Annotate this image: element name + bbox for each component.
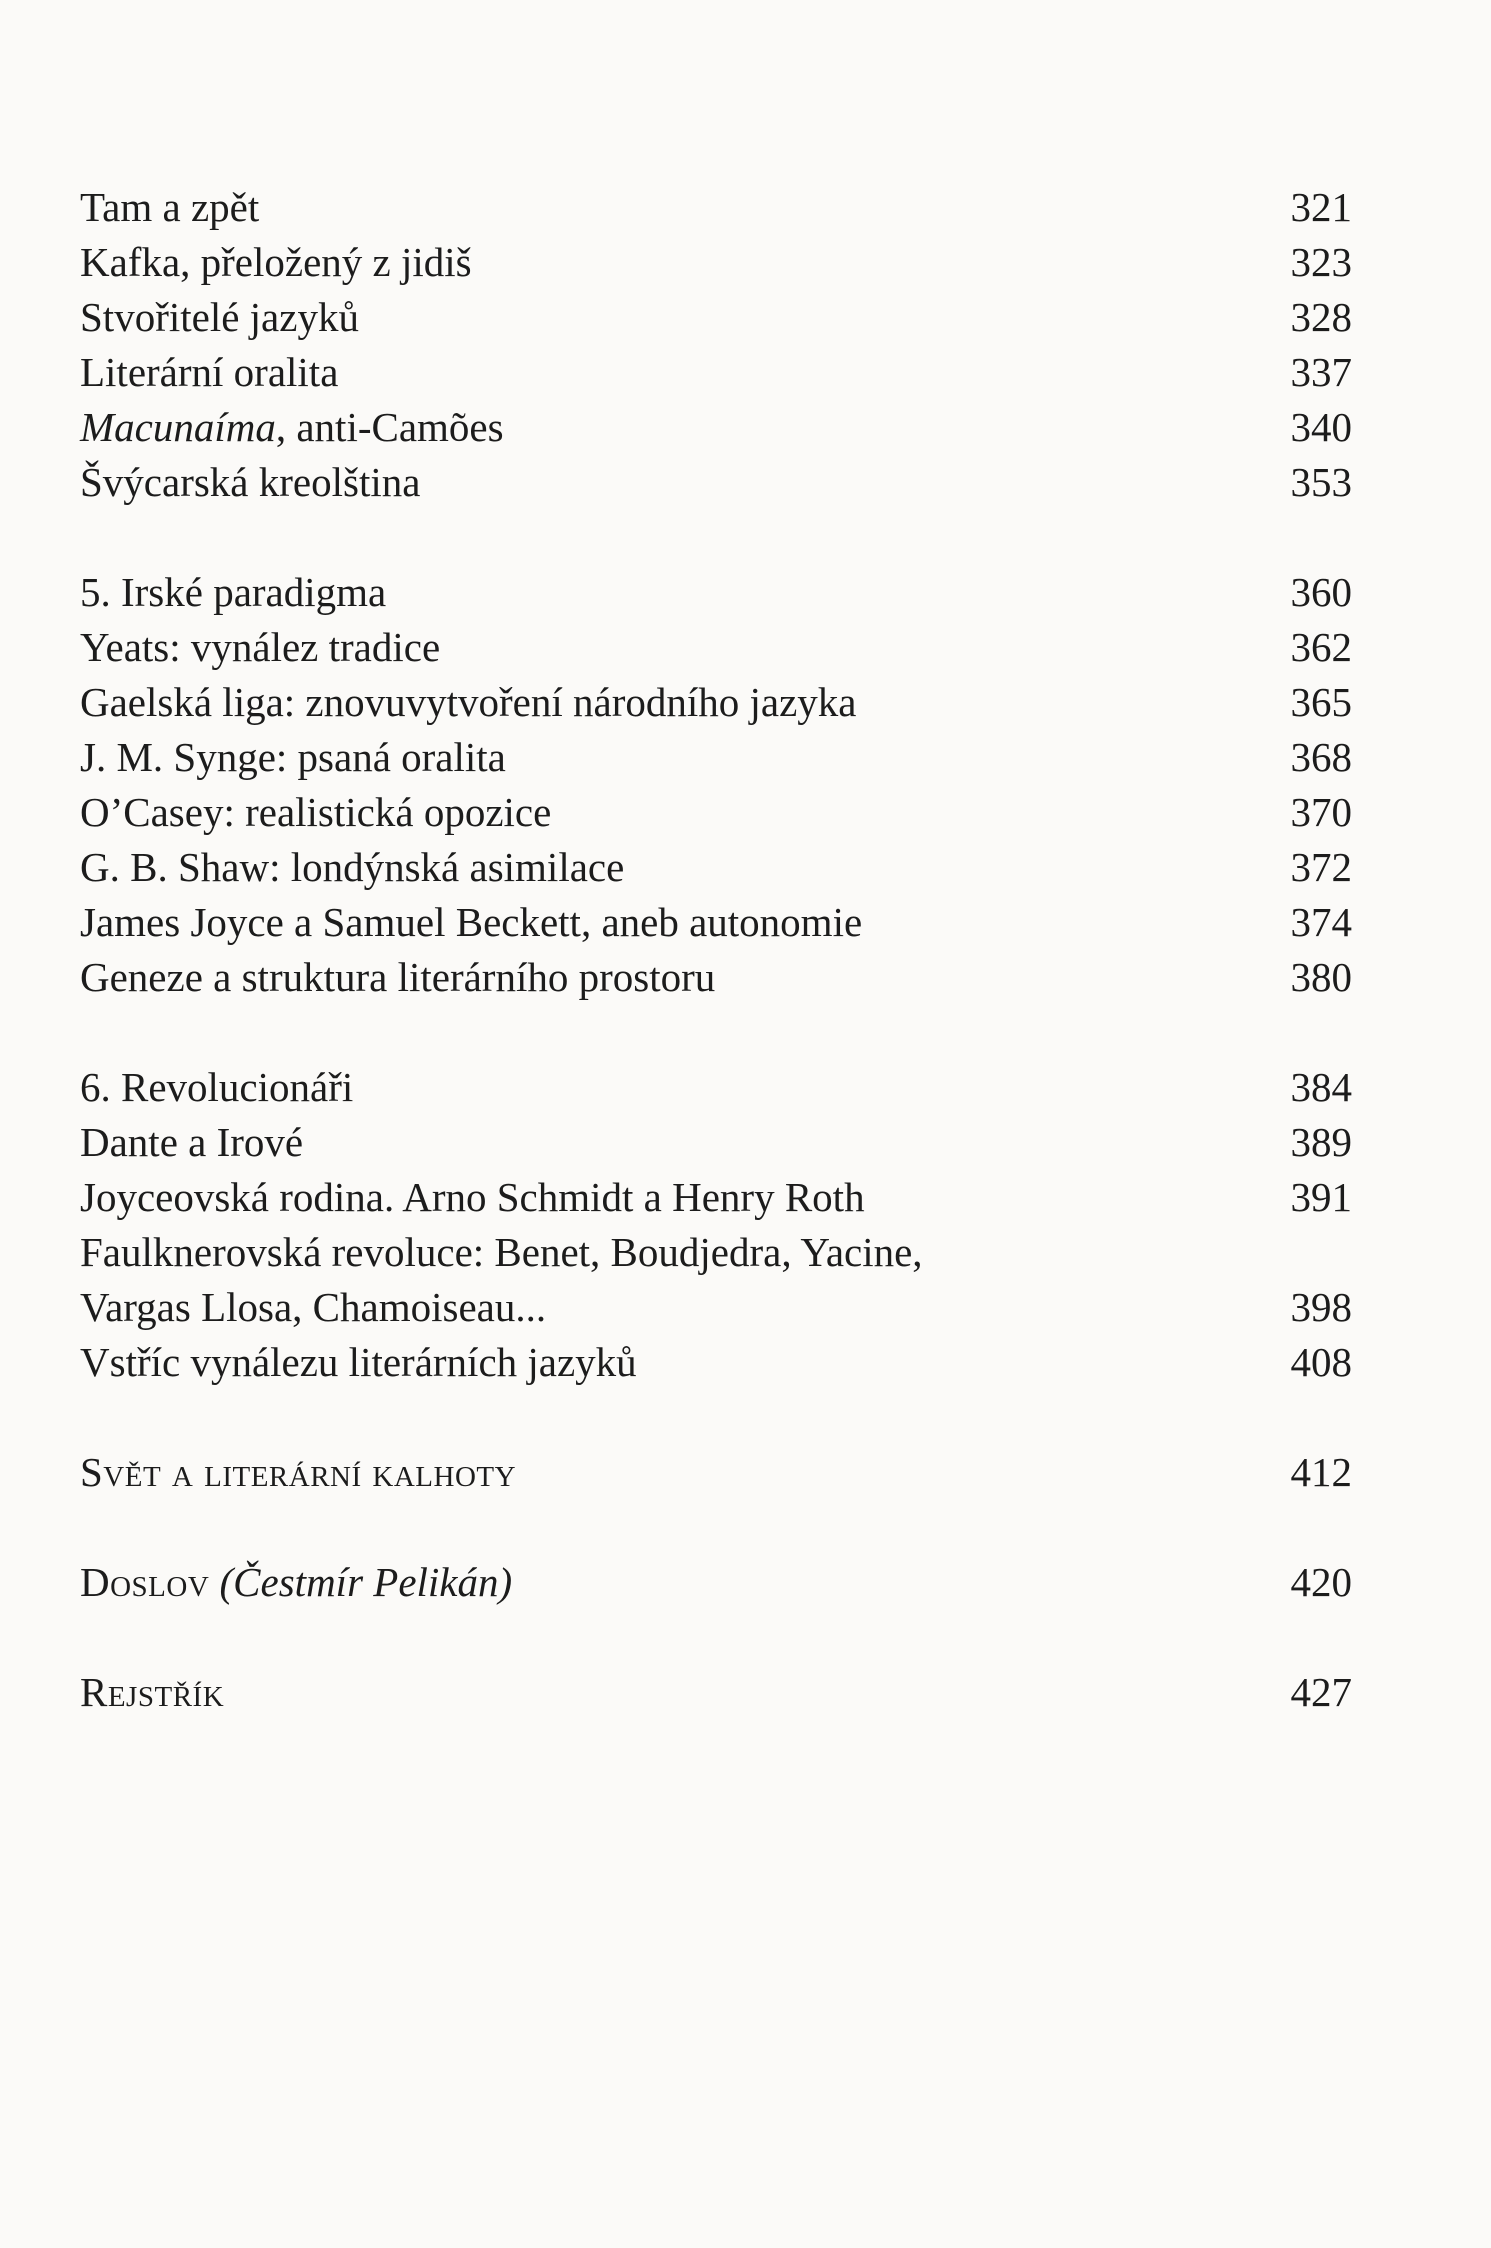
toc-entry-title [80,1555,512,1610]
toc-entry [80,840,1352,895]
toc-entry-title: Yeats: vynález tradice [80,624,441,670]
toc-entry-title: Stvořitelé jazyků [80,294,359,340]
toc-entry-page: 384 [1290,1064,1352,1110]
toc-entry [80,290,1352,345]
toc-entry [80,1225,1352,1280]
toc-entry-title: Vstříc vynálezu literárních jazyků [80,1339,637,1385]
toc-entry [80,675,1352,730]
toc-entry-title: Vargas Llosa, Chamoiseau... [80,1284,547,1330]
toc-entry-title: Švýcarská kreolština [80,459,421,505]
toc-entry-page: 321 [1290,184,1352,230]
toc-entry [80,400,1352,455]
toc-entry [80,730,1352,785]
toc-entry [80,235,1352,290]
toc-entry-page: 370 [1290,789,1352,835]
toc-entry-title [80,400,504,455]
toc-entry-page: 391 [1290,1174,1352,1220]
toc-entry-page: 362 [1290,624,1352,670]
section-gap [80,1500,1352,1555]
toc-entry-title-rest: , anti-Camões [275,404,504,450]
toc-entry-page: 408 [1290,1339,1352,1385]
toc-entry [80,620,1352,675]
toc-entry-page: 372 [1290,844,1352,890]
toc-entry-page: 380 [1290,954,1352,1000]
toc-part [80,1445,1352,1500]
toc-entry [80,180,1352,235]
toc-entry-title: Tam a zpět [80,184,260,230]
toc-entry-title: James Joyce a Samuel Beckett, aneb autonomie [80,899,863,945]
toc-entry-title: G. B. Shaw: londýnská asimilace [80,844,625,890]
toc-entry-title: O’Casey: realistická opozice [80,789,552,835]
toc-entry [80,1170,1352,1225]
section-gap [80,1610,1352,1665]
toc-entry-title: Geneze a struktura literárního prostoru [80,954,716,1000]
toc-entry [80,1335,1352,1390]
toc-entry [80,1115,1352,1170]
toc-entry-page: 412 [1290,1449,1352,1495]
toc-entry [80,345,1352,400]
toc-entry-title: Kafka, přeložený z jidiš [80,239,472,285]
toc-entry-title: 5. Irské paradigma [80,569,387,615]
toc-chapter [80,565,1352,620]
toc-entry-page: 368 [1290,734,1352,780]
toc-entry-title: Rejstřík [80,1669,225,1715]
table-of-contents [80,180,1352,1720]
toc-entry-page: 323 [1290,239,1352,285]
toc-part [80,1555,1352,1610]
toc-entry-page: 420 [1290,1559,1352,1605]
toc-entry-page: 360 [1290,569,1352,615]
section-gap [80,1390,1352,1445]
toc-entry-page: 398 [1290,1284,1352,1330]
toc-entry-title: Joyceovská rodina. Arno Schmidt a Henry Roth [80,1174,865,1220]
toc-entry-title-italic: Macunaíma [80,404,276,450]
toc-entry-page: 389 [1290,1119,1352,1165]
toc-entry-title: J. M. Synge: psaná oralita [80,734,506,780]
toc-entry-title: Literární oralita [80,349,339,395]
toc-entry [80,1280,1352,1335]
toc-entry [80,455,1352,510]
toc-entry-title: 6. Revolucionáři [80,1064,354,1110]
toc-entry-page: 427 [1290,1669,1352,1715]
toc-entry-page: 353 [1290,459,1352,505]
section-gap [80,1005,1352,1060]
toc-part [80,1665,1352,1720]
toc-entry [80,785,1352,840]
toc-entry-title-main: Doslov [80,1559,210,1605]
section-gap [80,510,1352,565]
toc-entry-title: Faulknerovská revoluce: Benet, Boudjedra, Yacine, [80,1229,923,1275]
toc-entry-title: Dante a Irové [80,1119,304,1165]
toc-entry-page: 328 [1290,294,1352,340]
toc-entry-title: Svět a literární kalhoty [80,1449,517,1495]
toc-entry-page: 337 [1290,349,1352,395]
toc-chapter [80,1060,1352,1115]
toc-entry-title: Gaelská liga: znovuvytvoření národního jazyka [80,679,857,725]
toc-entry-page: 340 [1290,404,1352,450]
toc-entry [80,950,1352,1005]
toc-entry-title-italic: (Čestmír Pelikán) [219,1559,513,1605]
toc-entry-page: 374 [1290,899,1352,945]
toc-entry-page: 365 [1290,679,1352,725]
toc-entry [80,895,1352,950]
